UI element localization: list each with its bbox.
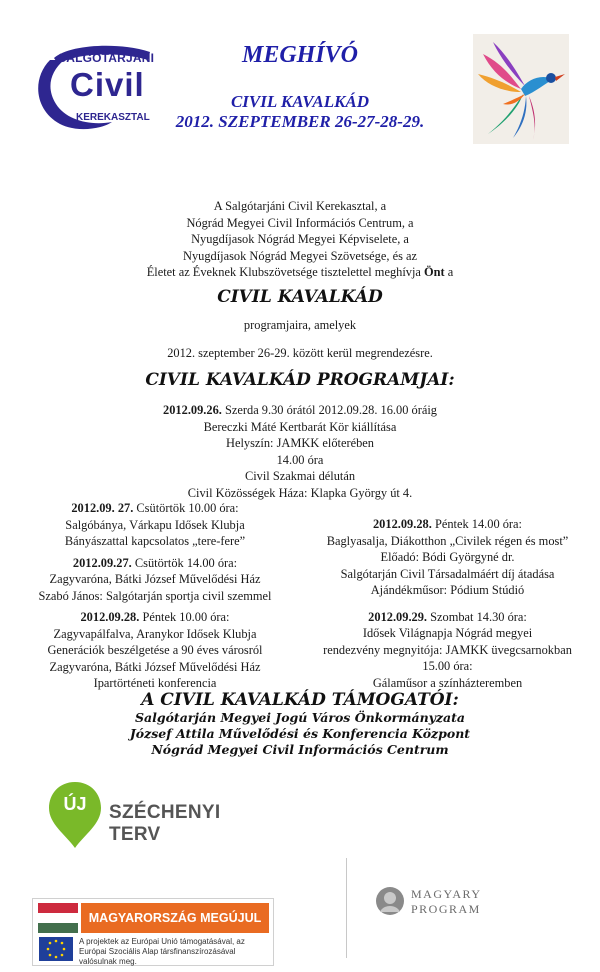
map-pin-icon (45, 780, 105, 850)
intro-line: Nyugdíjasok Nógrád Megyei Szövetsége, és az (183, 248, 417, 263)
program-entry: 2012.09.29. Szombat 14.30 óra: Idősek Világnapja Nógrád megyei rendezvény megnyitója: JAMKK üvegcsarnokban 15.00 óra: Gálaműsor a színházteremben (323, 609, 572, 690)
szechenyi-terv-logo (45, 780, 275, 850)
logo-line1: SALGÓTARJÁNI (58, 51, 155, 65)
intro-line: Nyugdíjasok Nógrád Megyei Képviselete, a (191, 232, 409, 246)
eu-banner (32, 898, 274, 966)
program-date: 2012.09.29. (368, 609, 428, 624)
eu-banner-text: A projektek az Európai Unió támogatásával, az Európai Szociális Alap társfinanszírozásával valósulnak meg. (79, 937, 245, 966)
program-line: Bereczki Máté Kertbarát Kör kiállítása (203, 419, 397, 434)
vertical-divider (346, 858, 347, 958)
supporter-item: Salgótarján Megyei Jogú Város Önkormányzata (134, 710, 466, 725)
program-entry: 2012.09.28. Péntek 10.00 óra: Zagyvapálfalva, Aranykor Idősek Klubja Generációk beszélgetése a 90 éves városról Zagyvaróna, Bátki József Művelődési Ház Ipartörténeti konferencia (47, 610, 263, 690)
program-date: 2012.09.26. (163, 403, 222, 417)
program-entry: 2012.09. 27. Csütörtök 10.00 óra: Salgóbánya, Várkapu Idősek Klubja Bányászattal kapcsolatos „tere-fere” (64, 501, 246, 548)
program-date: 2012.09.28. (372, 517, 432, 531)
supporters-list (80, 710, 520, 758)
left-programs (20, 500, 290, 692)
programs-heading: CIVIL KAVALKÁD PROGRAMJAI: (145, 370, 455, 390)
dates-line: 2012. szeptember 26-29. között kerül megrendezésre. (167, 346, 433, 360)
intro-line: A Salgótarjáni Civil Kerekasztal, a (213, 199, 387, 213)
program-line: Civil Szakmai délután (244, 469, 356, 483)
magyary-program-logo (375, 884, 505, 924)
intro-last-bold: Önt (424, 265, 445, 279)
program-line: Helyszín: JAMKK előterében (226, 436, 374, 450)
logo-line2: Civil (70, 66, 145, 103)
szechenyi-badge: ÚJ (63, 794, 87, 814)
logo-line3: KEREKASZTAL (76, 112, 150, 123)
szechenyi-text: SZÉCHENYI TERV (109, 802, 221, 845)
supporter-item: Nógrád Megyei Civil Információs Centrum (151, 742, 449, 757)
program-date: 2012.09.27. (72, 555, 132, 570)
programs-line: programjaira, amelyek (243, 318, 357, 332)
program-entry: 2012.09.27. Csütörtök 14.00 óra: Zagyvaróna, Bátki József Művelődési Ház Szabó János: Salgótarján sportja civil szemmel (38, 555, 272, 603)
hungarian-flag-icon (38, 903, 78, 933)
right-programs (305, 516, 590, 691)
magyary-line1: MAGYARY (411, 887, 482, 901)
bird-painting (473, 34, 569, 144)
program-date: 2012.09. 27. (71, 501, 134, 515)
eu-flag-icon (39, 937, 73, 961)
intro-last-end: a (444, 265, 454, 279)
supporter-item: József Attila Művelődési és Konferencia Központ (129, 726, 471, 741)
program-line: Civil Közösségek Háza: Klapka György út 4. (187, 485, 413, 500)
intro-last-start: Életet az Éveknek Klubszövetsége tisztelettel meghívja (146, 265, 425, 279)
program-line: 14.00 óra (276, 452, 324, 467)
intro-block (60, 198, 540, 281)
program-entry: 2012.09.28. Péntek 14.00 óra: Baglyasalja, Diákotthon „Civilek régen és most” Előadó: Bódi Györgyné dr. Salgótarján Civil Társadalmáért díj átadása Ajándékműsor: Pódium Stúdió (326, 517, 569, 597)
intro-line: Nógrád Megyei Civil Információs Centrum, a (186, 215, 414, 230)
intro-line (60, 264, 540, 281)
center-program: 2012.09.26. Szerda 9.30 órától 2012.09.28. 16.00 óráig Bereczki Máté Kertbarát Kör kiállítása Helyszín: JAMKK előterében 14.00 óra Civil Szakmai délután Civil Közösségek Háza: Klapka György út 4. (80, 402, 520, 501)
page-title: MEGHÍVÓ (241, 42, 359, 68)
event-subtitle: CIVIL KAVALKÁD (230, 92, 370, 111)
portrait-icon (375, 886, 405, 916)
magyary-line2: PROGRAM (411, 902, 481, 916)
event-name: CIVIL KAVALKÁD (217, 287, 383, 307)
eu-banner-title: MAGYARORSZÁG MEGÚJUL (81, 903, 269, 933)
bird-icon (473, 34, 569, 144)
supporters-heading: A CIVIL KAVALKÁD TÁMOGATÓI: (141, 690, 459, 710)
program-date: 2012.09.28. (80, 610, 140, 624)
event-dates: 2012. SZEPTEMBER 26-27-28-29. (175, 112, 425, 131)
